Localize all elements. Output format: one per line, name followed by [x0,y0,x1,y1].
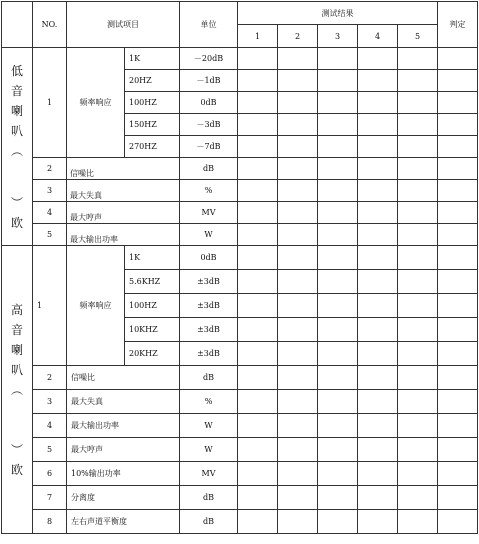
high-item-result-1 [238,438,278,462]
low-freq-result-5 [398,114,438,136]
high-item-result-2 [278,486,318,510]
high-freq-result-3 [318,318,358,342]
high-item-result-5 [398,486,438,510]
low-speaker-char: 叭 [10,123,23,138]
high-speaker-gap [2,400,32,440]
high-freq-result-5 [398,246,438,270]
high-item-judgement [438,438,478,462]
low-freq-result-2 [278,70,318,92]
high-item-result-1 [238,510,278,534]
low-item-result-3 [318,180,358,202]
low-freq-judgement [438,48,478,70]
low-speaker-gap [2,161,32,193]
low-freq-value: 100HZ [125,92,180,114]
low-speaker-char: 喇 [10,103,23,118]
high-freq-row [2,246,478,270]
low-freq-row [2,48,478,70]
high-item-result-4 [358,438,398,462]
low-item-name: 最大失真 [67,180,180,202]
low-freq-result-2 [278,48,318,70]
low-freq-no: 1 [33,48,67,158]
high-item-name: 10%输出功率 [67,462,180,486]
low-speaker-char: 低 [10,63,23,78]
low-freq-value: 150HZ [125,114,180,136]
low-item-row [2,202,478,224]
high-freq-result-4 [358,270,398,294]
result-col-1: 1 [238,25,278,48]
high-item-row [2,462,478,486]
high-freq-result-4 [358,246,398,270]
high-item-no: 3 [33,390,67,414]
low-freq-result-1 [238,136,278,158]
high-freq-unit: ±3dB [180,294,238,318]
low-freq-result-4 [358,114,398,136]
low-freq-value: 20HZ [125,70,180,92]
low-item-no: 3 [33,180,67,202]
low-item-judgement [438,180,478,202]
low-item-result-5 [398,202,438,224]
high-item-name: 最大失真 [67,390,180,414]
high-item-no: 5 [33,438,67,462]
high-freq-value: 10KHZ [125,318,180,342]
high-freq-result-2 [278,342,318,366]
low-freq-result-1 [238,114,278,136]
high-speaker-char: ︵ [10,382,23,397]
high-item-row [2,438,478,462]
low-item-result-1 [238,224,278,246]
high-item-result-3 [318,462,358,486]
low-freq-result-1 [238,48,278,70]
high-freq-value: 100HZ [125,294,180,318]
low-item-no: 4 [33,202,67,224]
low-freq-result-4 [358,70,398,92]
high-item-result-3 [318,486,358,510]
high-item-row [2,390,478,414]
low-item-result-2 [278,224,318,246]
low-freq-value: 1K [125,48,180,70]
low-item-row [2,224,478,246]
high-item-result-4 [358,462,398,486]
low-item-no: 5 [33,224,67,246]
high-item-result-2 [278,366,318,390]
high-item-unit: MV [180,462,238,486]
high-freq-unit: ±3dB [180,318,238,342]
high-item-result-4 [358,366,398,390]
header-blank-cell [2,2,33,48]
low-item-result-5 [398,180,438,202]
high-item-result-1 [238,366,278,390]
high-item-judgement [438,510,478,534]
low-item-result-1 [238,202,278,224]
high-freq-result-2 [278,294,318,318]
high-item-result-3 [318,438,358,462]
low-item-result-4 [358,224,398,246]
high-item-result-2 [278,462,318,486]
low-item-judgement [438,158,478,180]
high-item-result-3 [318,366,358,390]
low-freq-unit: －7dB [180,136,238,158]
high-freq-result-1 [238,270,278,294]
low-item-unit: % [180,180,238,202]
high-freq-result-2 [278,270,318,294]
header-unit: 单位 [180,2,238,48]
high-item-name: 分离度 [67,486,180,510]
high-item-name: 最大哼声 [67,438,180,462]
header-no: NO. [33,2,67,48]
high-freq-value: 5.6KHZ [125,270,180,294]
high-item-result-4 [358,486,398,510]
high-freq-unit: ±3dB [180,270,238,294]
low-item-row [2,180,478,202]
low-item-name: 最大哼声 [67,202,180,224]
low-freq-unit: 0dB [180,92,238,114]
high-speaker-char: 喇 [10,342,23,357]
high-freq-label: 频率响应 [67,246,125,366]
high-freq-result-2 [278,246,318,270]
low-freq-result-2 [278,92,318,114]
high-freq-no: 1 [33,246,67,366]
high-speaker-char: 叭 [10,362,23,377]
low-item-row [2,158,478,180]
high-item-judgement [438,366,478,390]
high-item-result-3 [318,390,358,414]
high-item-name: 左右声道平衡度 [67,510,180,534]
high-item-result-5 [398,510,438,534]
header-judgement: 判定 [438,2,478,48]
high-freq-result-3 [318,270,358,294]
low-freq-result-5 [398,92,438,114]
low-item-result-2 [278,158,318,180]
low-freq-value: 270HZ [125,136,180,158]
high-freq-result-2 [278,318,318,342]
low-freq-result-2 [278,114,318,136]
high-item-result-5 [398,390,438,414]
high-freq-result-5 [398,270,438,294]
low-freq-result-3 [318,114,358,136]
high-speaker-char: 高 [10,302,23,317]
high-item-result-1 [238,486,278,510]
high-freq-unit: ±3dB [180,342,238,366]
low-item-result-3 [318,202,358,224]
high-freq-result-1 [238,246,278,270]
low-freq-result-3 [318,70,358,92]
low-freq-label: 频率响应 [67,48,125,158]
high-item-result-2 [278,510,318,534]
low-item-result-3 [318,158,358,180]
high-item-result-4 [358,510,398,534]
high-item-row [2,510,478,534]
low-freq-result-1 [238,92,278,114]
result-col-4: 4 [358,25,398,48]
high-freq-value: 1K [125,246,180,270]
header-test-item: 测试项目 [67,2,180,48]
high-item-unit: dB [180,486,238,510]
result-col-2: 2 [278,25,318,48]
high-item-unit: W [180,438,238,462]
low-item-unit: MV [180,202,238,224]
high-freq-result-5 [398,342,438,366]
high-freq-unit: 0dB [180,246,238,270]
low-item-no: 2 [33,158,67,180]
low-freq-result-5 [398,48,438,70]
high-item-result-5 [398,366,438,390]
low-item-result-4 [358,158,398,180]
high-item-result-5 [398,438,438,462]
high-freq-value: 20KHZ [125,342,180,366]
high-freq-result-3 [318,246,358,270]
high-item-result-1 [238,414,278,438]
low-freq-result-4 [358,136,398,158]
high-item-row [2,486,478,510]
low-item-result-1 [238,180,278,202]
high-speaker-char: 欧 [10,462,23,477]
high-item-result-4 [358,390,398,414]
low-item-result-4 [358,180,398,202]
high-item-no: 8 [33,510,67,534]
speaker-test-table [1,1,478,534]
low-item-judgement [438,202,478,224]
high-item-result-5 [398,462,438,486]
high-item-judgement [438,390,478,414]
low-freq-judgement [438,92,478,114]
low-item-result-1 [238,158,278,180]
high-item-result-2 [278,390,318,414]
high-freq-result-5 [398,318,438,342]
high-item-judgement [438,486,478,510]
low-speaker-char: 音 [10,83,23,98]
low-freq-result-5 [398,70,438,92]
high-item-result-2 [278,414,318,438]
high-item-result-1 [238,462,278,486]
low-freq-result-4 [358,92,398,114]
low-freq-result-3 [318,92,358,114]
low-freq-judgement [438,136,478,158]
low-freq-result-5 [398,136,438,158]
high-item-unit: W [180,414,238,438]
low-item-result-4 [358,202,398,224]
low-item-result-5 [398,158,438,180]
high-item-result-4 [358,414,398,438]
low-freq-result-3 [318,48,358,70]
low-item-result-2 [278,180,318,202]
high-freq-result-4 [358,294,398,318]
low-speaker-char: ︶ [10,195,23,210]
low-item-name: 信噪比 [67,158,180,180]
low-freq-result-3 [318,136,358,158]
low-item-judgement [438,224,478,246]
high-speaker-label [2,246,33,534]
low-freq-result-2 [278,136,318,158]
low-speaker-char: 欧 [10,215,23,230]
high-item-result-3 [318,414,358,438]
low-item-result-5 [398,224,438,246]
high-item-no: 7 [33,486,67,510]
high-item-result-2 [278,438,318,462]
header-test-results: 测试结果 [238,2,438,25]
header-row [2,2,478,25]
high-item-no: 6 [33,462,67,486]
high-item-judgement [438,414,478,438]
high-item-unit: dB [180,366,238,390]
low-item-result-3 [318,224,358,246]
high-freq-judgement [438,246,478,270]
low-item-result-2 [278,202,318,224]
high-item-row [2,366,478,390]
high-freq-judgement [438,342,478,366]
high-freq-judgement [438,318,478,342]
high-item-no: 2 [33,366,67,390]
low-freq-unit: －1dB [180,70,238,92]
result-col-3: 3 [318,25,358,48]
high-item-row [2,414,478,438]
high-item-no: 4 [33,414,67,438]
high-speaker-char: ︶ [10,442,23,457]
high-freq-judgement [438,294,478,318]
high-item-unit: dB [180,510,238,534]
low-speaker-label [2,48,33,246]
high-item-unit: % [180,390,238,414]
low-freq-unit: －20dB [180,48,238,70]
high-freq-result-5 [398,294,438,318]
high-item-result-1 [238,390,278,414]
low-item-unit: W [180,224,238,246]
high-speaker-char: 音 [10,322,23,337]
high-freq-result-4 [358,318,398,342]
low-freq-result-1 [238,70,278,92]
low-freq-unit: －3dB [180,114,238,136]
high-freq-result-3 [318,294,358,318]
low-speaker-char: ︵ [10,143,23,158]
high-freq-result-4 [358,342,398,366]
high-item-result-3 [318,510,358,534]
high-freq-result-3 [318,342,358,366]
low-item-name: 最大输出功率 [67,224,180,246]
low-freq-judgement [438,114,478,136]
high-item-name: 信噪比 [67,366,180,390]
high-freq-result-1 [238,318,278,342]
result-col-5: 5 [398,25,438,48]
low-freq-result-4 [358,48,398,70]
low-item-unit: dB [180,158,238,180]
high-freq-result-1 [238,342,278,366]
high-freq-judgement [438,270,478,294]
high-item-result-5 [398,414,438,438]
low-freq-judgement [438,70,478,92]
high-freq-result-1 [238,294,278,318]
high-item-judgement [438,462,478,486]
high-item-name: 最大输出功率 [67,414,180,438]
